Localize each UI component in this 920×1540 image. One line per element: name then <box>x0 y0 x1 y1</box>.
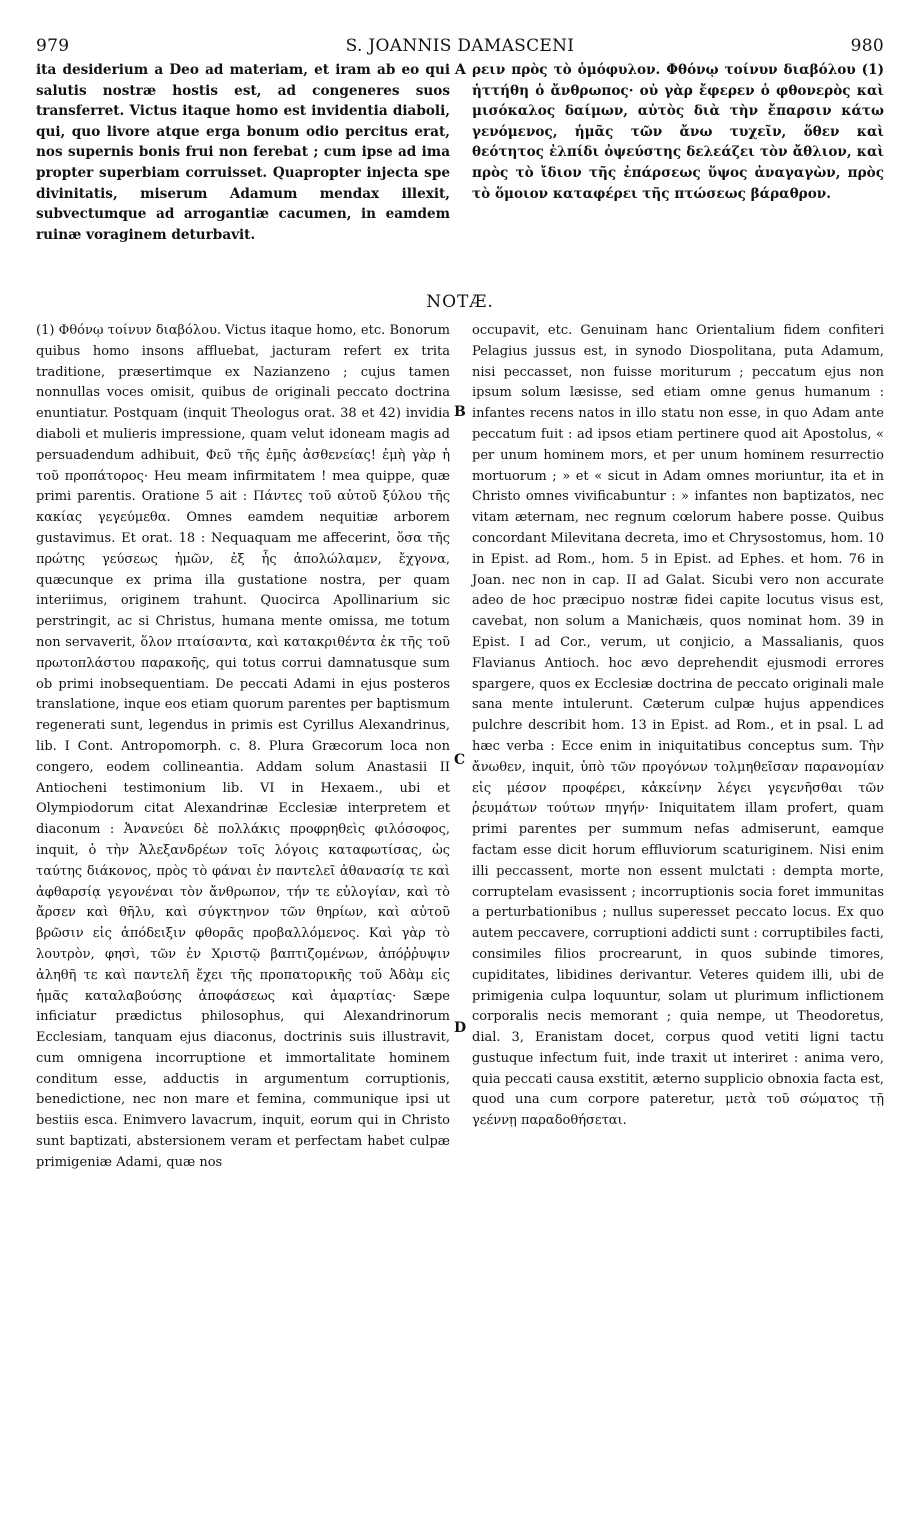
running-header <box>36 36 884 58</box>
latin-column <box>36 60 450 245</box>
margin-letter-d: D <box>454 1020 467 1036</box>
margin-letter-b: B <box>454 404 466 420</box>
margin-letter-a: A <box>455 62 466 78</box>
note-column-right <box>472 321 884 1132</box>
notes-heading: NOTÆ. <box>426 292 494 312</box>
page-number-right: 980 <box>850 36 884 56</box>
note-left-text: (1) Φθόνῳ τοίνυν διαβόλου. Victus itaque homo, etc. Bonorum quibus homo insons affluebat, jacturam refert ex trita traditione, præsertimque ex Nazianzeno ; cujus tamen nonnullas voces omisit, quibus de originali peccato doctrina enuntiatur. Postquam (inquit Theologus orat. 38 et 42) invidia diaboli et mulieris impressione, quam velut idoneam magis ad persuadendum adhibuit, Φεῦ τῆς ἐμῆς ἀσθενείας! ἐμὴ γὰρ ἡ τοῦ προπάτορος· Heu meam infirmitatem ! mea quippe, quæ primi parentis. Oratione 5 ait : Πάντες τοῦ αὐτοῦ ξύλου τῆς κακίας γεγεύμεθα. Omnes eamdem nequitiæ arborem gustavimus. Et orat. 18 : Nequaquam me affecerint, ὅσα τῆς πρώτης γεύσεως ἡμῶν, ἐξ ἧς ἀπολώλαμεν, ἔχγονα, quæcunque ex prima illa gustatione nostra, per quam interiimus, originem trahunt. Quocirca Apollinarium sic perstringit, ac si Christus, humana mente omissa, me totum non servaverit, ὅλον πταίσαντα, καὶ κατακριθέντα ἐκ τῆς τοῦ πρωτοπλάστου παρακοῆς, qui totus corrui damnatusque sum ob primi inobsequentiam. De peccati Adami in ejus posteros translatione, inque eos etiam quorum parentes per baptismum regenerati sunt, legendus in primis est Cyrillus Alexandrinus, lib. I Cont. Antropomorph. c. 8. Plura Græcorum loca non congero, eodem collineantia. Addam solum Anastasii II Antiocheni testimonium lib. VI in Hexaem., ubi et Olympiodorum citat Alexandrinæ Ecclesiæ interpretem et diaconum : Ἀνανεύει δὲ πολλάκις προφρηθεὶς φιλόσοφος, inquit, ὁ τὴν Ἀλεξανδρέων τοῖς λόγοις καταφωτίσας, ὡς ταύτης διάκονος, πρὸς τὸ φάναι ἐν παντελεῖ ἀθανασίᾳ τε καὶ ἀφθαρσίᾳ γεγονέναι τὸν ἄνθρωπον, τήν τε εὐλογίαν, καὶ τὸ ἄρσεν καὶ θῆλυ, καὶ σύγκτηνον τῶν θηρίων, καὶ αὐτοῦ βρῶσιν εἰς ἀπόδειξιν φθορᾶς προβαλλόμενος. Καὶ γὰρ τὸ λουτρὸν, φησὶ, τῶν ἐν Χριστῷ βαπτιζομένων, ἀπόῤῥυψιν ἀληθῆ τε καὶ παντελῆ ἔχει τῆς προπατορικῆς τοῦ Ἀδὰμ εἰς ἡμᾶς καταλαβούσης ἀποφάσεως καὶ ἁμαρτίας· Sæpe inficiatur prædictus philosophus, qui Alexandrinorum Ecclesiam, tanquam ejus diaconus, doctrinis suis illustravit, cum omnigena incorruptione et immortalitate hominem conditum esse, adductis in argumentum corruptionis, benedictione, nec non mare et femina, communique ipsi ut bestiis esca. Enimvero lavacrum, inquit, eorum qui in Christo sunt baptizati, abstersionem veram et perfectam habet culpæ primigeniæ Adami, quæ nos <box>36 323 450 1170</box>
latin-paragraph: ita desiderium a Deo ad materiam, et iram ab eo qui salutis nostræ hostis est, ad congeneres suos transferret. Victus itaque homo est invidentia diaboli, qui, quo livore atque erga bonum odio percitus erat, nos supernis bonis frui non ferebat ; cum ipse ad ima propter superbiam corruisset. Quapropter injecta spe divinitatis, miserum Adamum mendax illexit, subvectumque ad arrogantiæ cacumen, in eamdem ruinæ voraginem deturbavit. <box>36 62 450 243</box>
margin-letter-c: C <box>454 752 466 768</box>
greek-paragraph: ρειν πρὸς τὸ ὁμόφυλον. Φθόνῳ τοίνυν διαβόλου (1) ἡττήθη ὁ ἄνθρωπος· οὐ γὰρ ἔφερεν ὁ φθονερὸς καὶ μισόκαλος δαίμων, αὐτὸς διὰ τὴν ἔπαρσιν κάτω γενόμενος, ἡμᾶς τῶν ἄνω τυχεῖν, ὅθεν καὶ θεότητος ἐλπίδι ὀψεύστης δελεάζει τὸν ἄθλιον, καὶ πρὸς τὸ ἴδιον τῆς ἐπάρσεως ὕψος ἀναγαγὼν, πρὸς τὸ ὅμοιον καταφέρει τῆς πτώσεως βάραθρον. <box>472 62 884 202</box>
running-title: S. JOANNIS DAMASCENI <box>345 36 575 56</box>
page-number-left: 979 <box>36 36 70 56</box>
note-column-left <box>36 321 450 1174</box>
note-right-text: occupavit, etc. Genuinam hanc Orientalium fidem confiteri Pelagius jussus est, in synodo Diospolitana, puta Adamum, nisi peccasset, non fuisse moriturum ; peccatum ejus non ipsum solum læsisse, sed etiam omne genus humanum : infantes recens natos in illo statu non esse, in quo Adam ante peccatum fuit : ad ipsos etiam pertinere quod ait Apostolus, « per unum hominem mors, et per unum hominem resurrectio mortuorum ; » et « sicut in Adam omnes moriuntur, ita et in Christo omnes vivificabuntur : » infantes non baptizatos, nec vitam æternam, nec regnum cœlorum habere posse. Quibus concordant Milevitana decreta, imo et Chrysostomus, hom. 10 in Epist. ad Rom., hom. 5 in Epist. ad Ephes. et hom. 76 in Joan. nec non in cap. II ad Galat. Sicubi vero non accurate adeo de hoc præcipuo nostræ fidei capite locutus visus est, cavebat, non solum a Manichæis, quos nominat hom. 39 in Epist. I ad Cor., verum, ut conjicio, a Massalianis, quos Flavianus Antioch. hoc ævo deprehendit ejusmodi errores spargere, quos ex Ecclesiæ doctrina de peccato originali male sana mente intulerunt. Cæterum culpæ hujus appendices pulchre describit hom. 13 in Epist. ad Rom., et in psal. L ad hæc verba : Ecce enim in iniquitatibus conceptus sum. Τὴν ἄνωθεν, inquit, ὑπὸ τῶν προγόνων τολμηθεῖσαν παρανομίαν εἰς μέσον προφέρει, κἀκείνην λέγει γεγενῆσθαι τῶν ῥευμάτων τούτων πηγήν· Iniquitatem illam profert, quam primi parentes per summum nefas admiserunt, eamque factam esse dicit horum effluviorum scaturiginem. Nisi enim illi peccassent, morte non essent mulctati : dempta morte, corruptelam evasissent ; incorruptionis socia foret immunitas a perturbationibus ; nullus superesset peccato locus. Ex quo autem peccavere, corruptioni addicti sunt : corruptibiles facti, consimiles filios procrearunt, in quos subinde timores, cupiditates, libidines derivantur. Veteres quidem illi, ubi de primigenia culpa loquuntur, solam ut plurimum inflictionem corporalis necis memorant ; quia nempe, ut Theodoretus, dial. 3, Eranistam docet, corpus quod vetiti ligni tactu gustuque infectum fuit, inde traxit ut interiret : anima vero, quia peccati causa exstitit, æterno supplicio obnoxia facta est, quod una cum corpore pateretur, μετὰ τοῦ σώματος τῇ γεέννῃ παραδοθήσεται. <box>472 323 884 1129</box>
greek-column <box>472 60 884 204</box>
